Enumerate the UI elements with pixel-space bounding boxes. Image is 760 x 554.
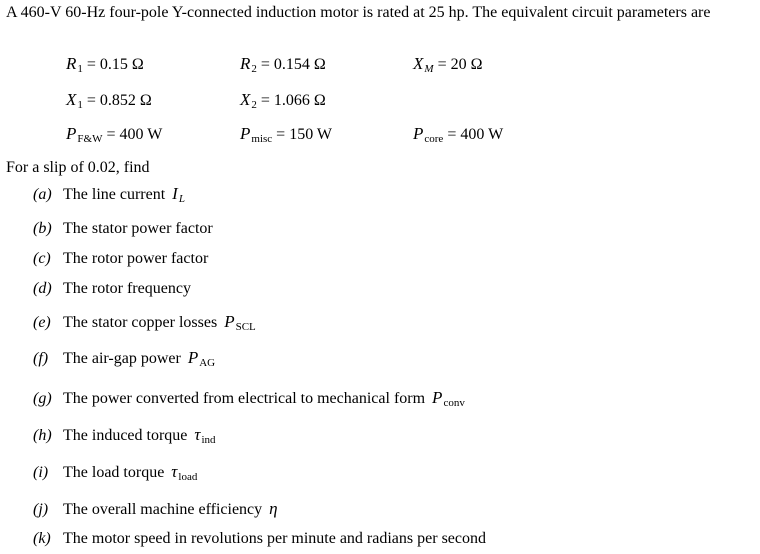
question-d: (d) The rotor frequency (33, 280, 191, 297)
question-a: (a) The line current $I_L$ (33, 184, 185, 205)
problem-statement: A 460-V 60-Hz four-pole Y-connected induction motor is rated at 25 hp. The equivalent circuit parameters are (6, 4, 711, 21)
question-k: (k) The motor speed in revolutions per minute and radians per second (33, 530, 486, 547)
param-pmisc: $P_{misc} = 150$ W (240, 124, 333, 145)
param-pfw: $P_{F\&W} = 400$ W (66, 124, 163, 145)
param-pcore: $P_{core} = 400$ W (413, 124, 504, 145)
find-prompt: For a slip of 0.02, find (6, 159, 150, 176)
question-g: (g) The power converted from electrical to mechanical form $P_{conv}$ (33, 388, 465, 409)
param-xm: $X_M = 20$ Ω (413, 54, 483, 75)
question-j: (j) The overall machine efficiency η (33, 499, 278, 518)
param-x2: $X_2 = 1.066$ Ω (240, 90, 326, 111)
question-f: (f) The air-gap power $P_{AG}$ (33, 348, 216, 369)
question-h: (h) The induced torque $\tau_{ind}$ (33, 425, 216, 446)
question-i: (i) The load torque $\tau_{load}$ (33, 462, 198, 483)
param-r1: $R_1 = 0.15$ Ω (66, 54, 144, 75)
param-x1: $X_1 = 0.852$ Ω (66, 90, 152, 111)
question-c: (c) The rotor power factor (33, 250, 209, 267)
question-e: (e) The stator copper losses $P_{SCL}$ (33, 312, 256, 333)
question-b: (b) The stator power factor (33, 220, 213, 237)
param-r2: $R_2 = 0.154$ Ω (240, 54, 326, 75)
